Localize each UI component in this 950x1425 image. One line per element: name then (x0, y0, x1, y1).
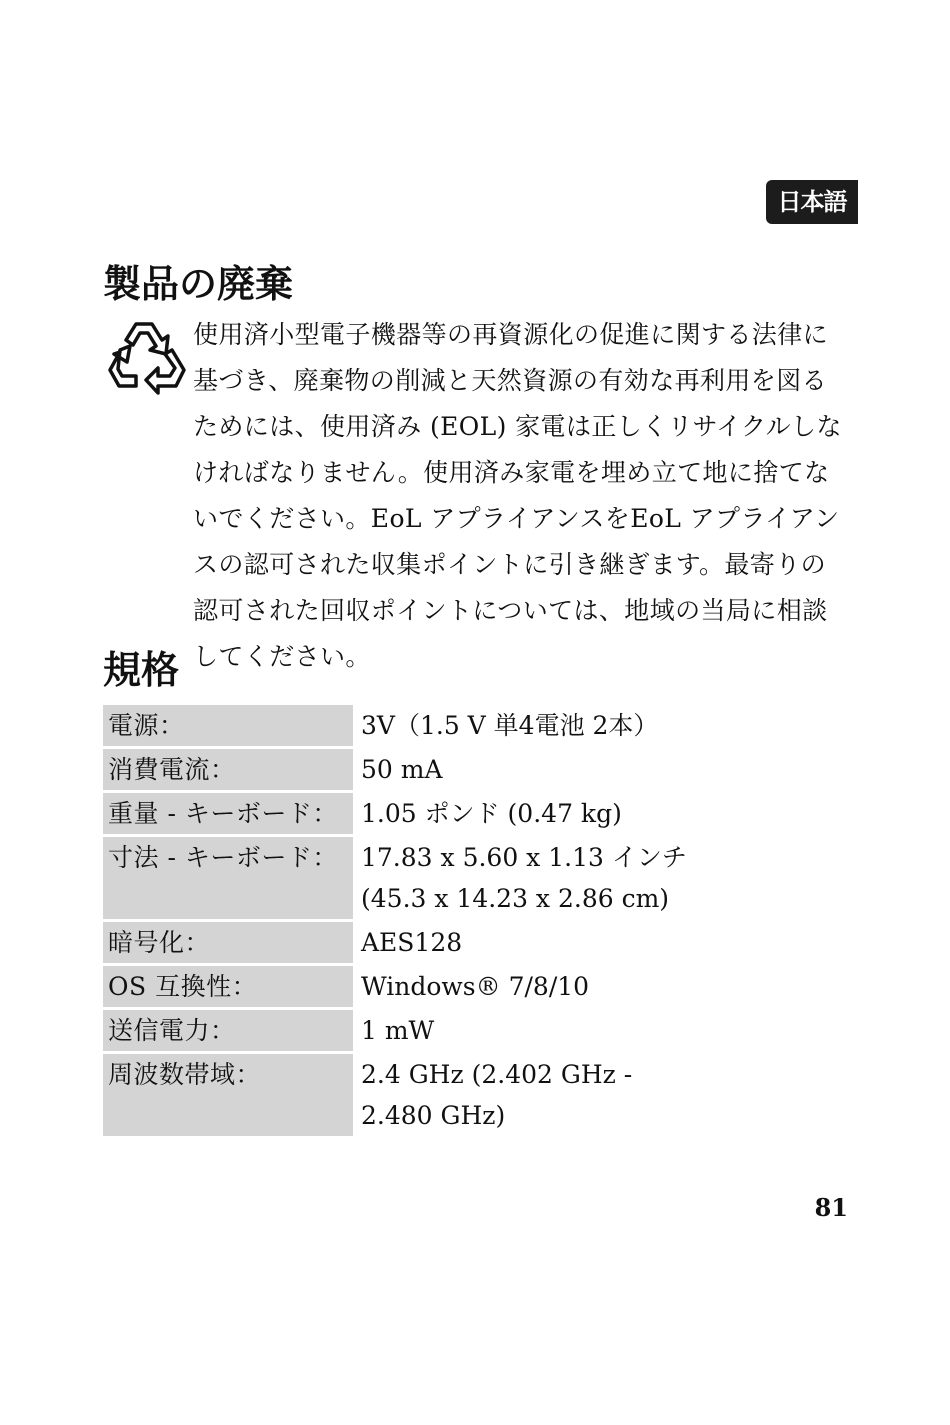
spec-label: 周波数帯域： (103, 1054, 353, 1136)
spec-label: 重量 - キーボード： (103, 793, 353, 834)
spec-label: 電源： (103, 705, 353, 746)
spec-row (103, 749, 703, 790)
spec-label: 寸法 - キーボード： (103, 837, 353, 919)
spec-row (103, 1054, 703, 1136)
spec-value: Windows® 7/8/10 (361, 972, 590, 1001)
spec-value: 17.83 x 5.60 x 1.13 インチ (45.3 x 14.23 x 2.86 cm) (361, 843, 687, 913)
spec-label: 暗号化： (103, 922, 353, 963)
spec-value: 1.05 ポンド (0.47 kg) (361, 799, 622, 828)
page-number: 81 (814, 1193, 848, 1222)
spec-label: 消費電流： (103, 749, 353, 790)
spec-row (103, 705, 703, 746)
spec-row (103, 966, 703, 1007)
spec-label: OS 互換性： (103, 966, 353, 1007)
specs-heading: 規格 (103, 648, 180, 692)
spec-label: 送信電力： (103, 1010, 353, 1051)
spec-value: AES128 (361, 928, 463, 957)
spec-row (103, 837, 703, 919)
spec-value: 1 mW (361, 1016, 435, 1045)
spec-table (103, 702, 703, 1139)
language-tab: 日本語 (766, 180, 858, 224)
spec-row (103, 922, 703, 963)
spec-value: 3V（1.5 V 単4電池 2本） (361, 711, 659, 740)
disposal-paragraph: 使用済小型電子機器等の再資源化の促進に関する法律に基づき、廃棄物の削減と天然資源の有効な再利用を図るためには、使用済み (EOL) 家電は正しくリサイクルしなければなりません。使用済み家電を埋め立て地に捨てないでください。EoL アプライアンスをEoL アプライアンスの認可された収集ポイントに引き継ぎます。最寄りの認可された回収ポイントについては、地域の当局に相談してください。 (193, 320, 842, 671)
spec-row (103, 1010, 703, 1051)
spec-value: 50 mA (361, 755, 443, 784)
disposal-heading: 製品の廃棄 (103, 262, 294, 306)
spec-row (103, 793, 703, 834)
recycle-icon (106, 316, 190, 398)
spec-value: 2.4 GHz (2.402 GHz - 2.480 GHz) (361, 1060, 633, 1130)
